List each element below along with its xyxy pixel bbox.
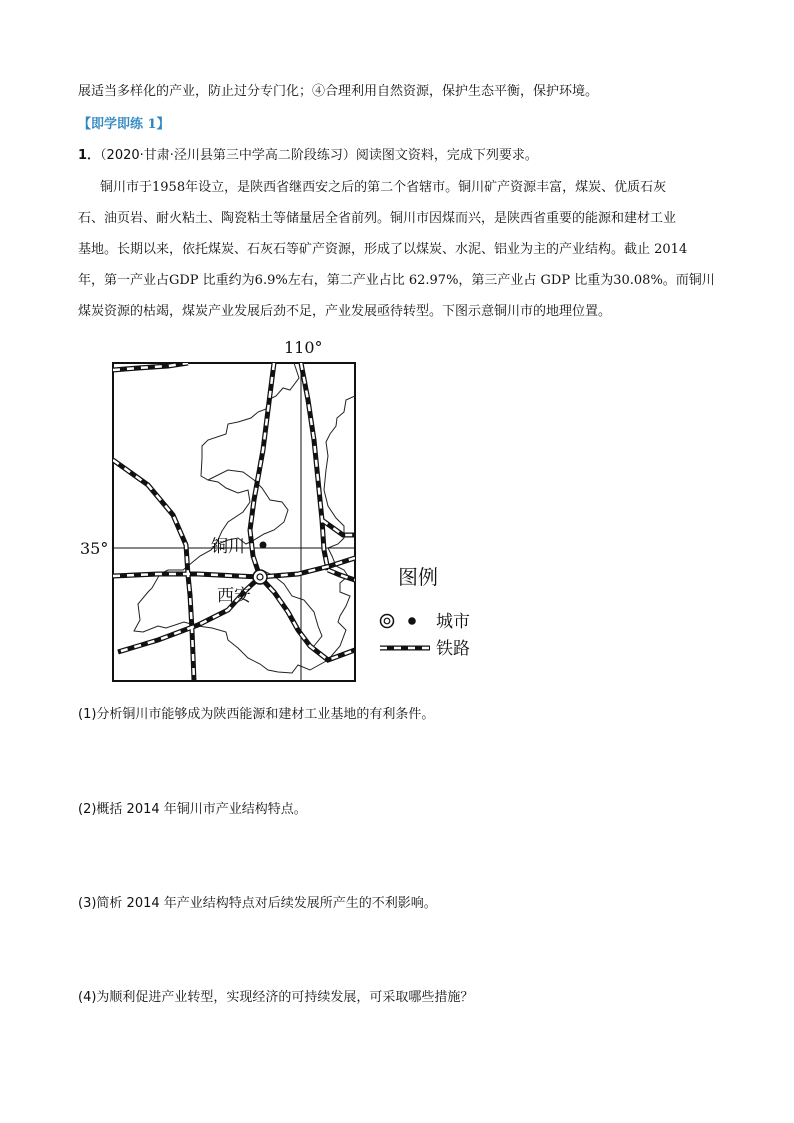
legend-railway-label: 铁路 [436,639,470,659]
tongchuan-city-dot [260,542,267,549]
tongchuan-label: 铜川 [211,537,245,557]
sub-question-1: (1)分析铜川市能够成为陕西能源和建材工业基地的有利条件。 [78,707,435,722]
legend-city-symbol-inner [384,618,390,624]
section-tag: 【即学即练 1】 [78,117,170,132]
xian-label: 西安 [217,586,251,606]
sub-question-3: (3)简析 2014 年产业结构特点对后续发展所产生的不利影响。 [78,896,437,911]
paragraph-line-3: 基地。长期以来，依托煤炭、石灰石等矿产资源，形成了以煤炭、水泥、铝业为主的产业结构。截止 2014 [78,242,688,257]
paragraph-line-2: 石、油页岩、耐火粘土、陶瓷粘土等储量居全省前列。铜川市因煤而兴，是陕西省重要的能源和建材工业 [78,211,677,226]
paragraph-line-5: 煤炭资源的枯竭，煤炭产业发展后劲不足，产业发展亟待转型。下图示意铜川市的地理位置。 [78,304,612,319]
map-frame [113,363,355,681]
question-number: 1． [78,148,101,163]
intro-line: 展适当多样化的产业，防止过分专门化；④合理利用自然资源，保护生态平衡，保护环境。 [78,84,599,99]
paragraph-line-1: 铜川市于1958年设立，是陕西省继西安之后的第二个省辖市。铜川矿产资源丰富，煤炭、优质石灰 [100,180,667,195]
latitude-label: 35° [80,539,109,558]
xian-city-inner [257,574,263,580]
legend-title: 图例 [398,565,438,589]
question-header [78,146,538,166]
sub-question-4: (4)为顺利促进产业转型，实现经济的可持续发展，可采取哪些措施？ [78,990,474,1005]
longitude-label: 110° [284,338,323,357]
legend-city-label: 城市 [436,612,470,632]
legend-city-symbol-dot [408,617,416,625]
sub-question-2: (2)概括 2014 年铜川市产业结构特点。 [78,802,307,817]
question-source: （2020·甘肃·泾川县第三中学高二阶段练习）阅读图文资料，完成下列要求。 [100,148,538,163]
paragraph-line-4: 年，第一产业占GDP 比重约为6.9%左右，第二产业占比 62.97%，第三产业占 GDP 比重为30.08%。而铜川 [78,273,715,288]
location-map [78,330,518,690]
